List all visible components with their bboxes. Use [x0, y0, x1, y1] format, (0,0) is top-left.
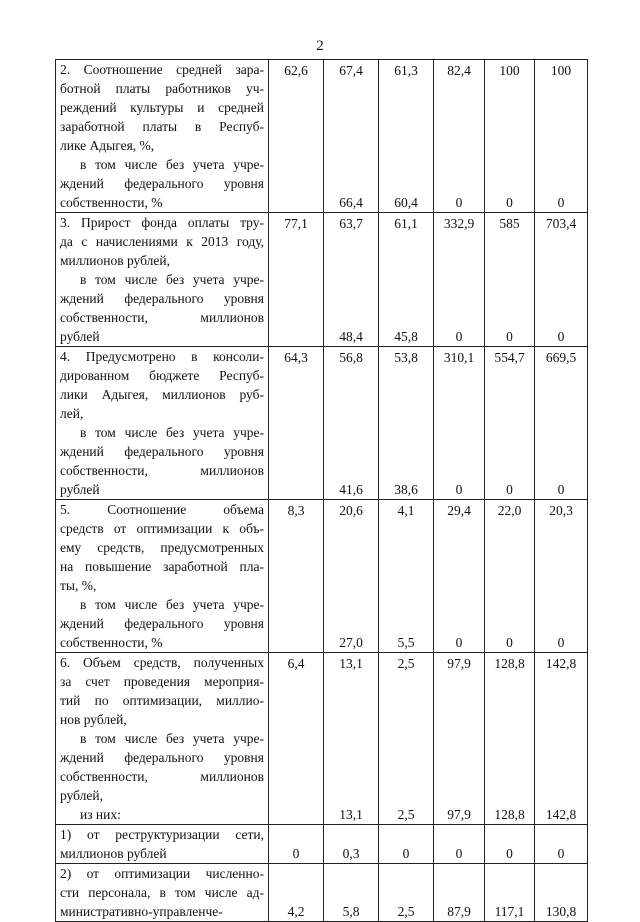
table-row: [56, 864, 588, 922]
label-line: в том числе без учета учре-: [80, 597, 264, 612]
value-cell: [434, 60, 485, 213]
label-line: миллионов рублей: [60, 846, 167, 861]
value-excluding-federal: 5,5: [397, 635, 415, 650]
label-line: ждений федерального уровня: [60, 444, 264, 459]
value-total: 128,8: [494, 656, 525, 671]
value-cell: [434, 825, 485, 864]
value-cell: [485, 60, 535, 213]
value-cell: [379, 864, 434, 922]
value-excluding-federal: 60,4: [394, 195, 418, 210]
value-cell: [379, 653, 434, 825]
value-excluding-federal: 0: [292, 846, 300, 861]
value-cell: [379, 347, 434, 500]
label-line: дированном бюджете Респуб-: [60, 368, 264, 383]
label-line: рублей,: [60, 788, 104, 803]
value-excluding-federal: 4,2: [287, 904, 305, 919]
label-line: собственности, миллионов: [60, 769, 264, 784]
value-total: 332,9: [443, 216, 475, 231]
row-label-cell: [56, 500, 269, 653]
label-line: рублей: [60, 482, 100, 497]
label-line: 4. Предусмотрено в консоли-: [60, 349, 264, 364]
value-excluding-federal: 2,5: [397, 904, 415, 919]
value-cell: [485, 825, 535, 864]
value-total: 61,1: [394, 216, 418, 231]
value-excluding-federal: 87,9: [447, 904, 471, 919]
value-total: 6,4: [287, 656, 305, 671]
row-label-cell: [56, 653, 269, 825]
value-excluding-federal: 2,5: [397, 807, 415, 822]
value-cell: [485, 864, 535, 922]
value-total: 82,4: [447, 63, 471, 78]
value-excluding-federal: 13,1: [339, 807, 363, 822]
value-excluding-federal: 0: [557, 329, 565, 344]
value-excluding-federal: 66,4: [339, 195, 363, 210]
value-excluding-federal: 0: [402, 846, 410, 861]
label-line: ждений федерального уровня: [60, 176, 264, 191]
label-line: тий по оптимизации, миллио-: [60, 693, 264, 708]
value-cell: [324, 864, 379, 922]
label-line: рублей: [60, 329, 100, 344]
label-line: 2) от оптимизации численно-: [60, 866, 264, 881]
value-excluding-federal: 45,8: [394, 329, 418, 344]
value-excluding-federal: 0: [455, 195, 463, 210]
value-total: 2,5: [397, 656, 415, 671]
value-cell: [485, 347, 535, 500]
value-total: 100: [499, 63, 520, 78]
table-row: [56, 213, 588, 347]
value-cell: [535, 60, 588, 213]
value-cell: [434, 347, 485, 500]
table-row: [56, 500, 588, 653]
value-excluding-federal: 0: [455, 635, 463, 650]
label-line: реждений культуры и средней: [60, 100, 264, 115]
value-total: 22,0: [497, 503, 522, 518]
label-line: в том числе без учета учре-: [80, 731, 264, 746]
value-excluding-federal: 41,6: [339, 482, 363, 497]
value-excluding-federal: 0: [455, 846, 463, 861]
value-cell: [434, 213, 485, 347]
value-cell: [324, 347, 379, 500]
value-excluding-federal: 0: [506, 329, 513, 344]
value-cell: [535, 213, 588, 347]
value-cell: [269, 825, 324, 864]
value-cell: [485, 653, 535, 825]
label-line: в том числе без учета учре-: [80, 425, 264, 440]
value-excluding-federal: 117,1: [494, 904, 525, 919]
value-cell: [434, 653, 485, 825]
value-cell: [269, 60, 324, 213]
label-line: министративно-управленче-: [60, 904, 223, 919]
label-line: лике Адыгея, %,: [60, 138, 155, 153]
value-excluding-federal: 0: [557, 846, 565, 861]
value-total: 703,4: [545, 216, 577, 231]
value-cell: [485, 500, 535, 653]
value-excluding-federal: 0,3: [342, 846, 360, 861]
value-cell: [535, 825, 588, 864]
label-line: собственности, миллионов: [60, 310, 264, 325]
label-line: ждений федерального уровня: [60, 291, 264, 306]
value-excluding-federal: 0: [506, 635, 513, 650]
row-label-cell: [56, 825, 269, 864]
value-cell: [324, 500, 379, 653]
value-total: 20,6: [339, 503, 363, 518]
value-total: 64,3: [284, 350, 308, 365]
value-total: 100: [550, 63, 572, 78]
value-excluding-federal: 5,8: [342, 904, 360, 919]
value-cell: [535, 653, 588, 825]
label-line: из них:: [80, 807, 121, 822]
label-line: собственности, %: [60, 195, 163, 210]
value-cell: [379, 213, 434, 347]
value-excluding-federal: 130,8: [545, 904, 577, 919]
value-total: 56,8: [339, 350, 363, 365]
value-total: 97,9: [447, 656, 471, 671]
value-cell: [379, 825, 434, 864]
value-excluding-federal: 0: [506, 195, 513, 210]
label-line: в том числе без учета учре-: [80, 157, 264, 172]
value-cell: [535, 500, 588, 653]
value-total: 669,5: [545, 350, 577, 365]
label-line: да с начислениями к 2013 году,: [60, 234, 264, 249]
label-line: ты, %,: [60, 578, 97, 593]
value-excluding-federal: 0: [455, 329, 463, 344]
value-total: 554,7: [494, 350, 525, 365]
label-line: заработной платы в Респуб-: [60, 119, 264, 134]
label-line: ждений федерального уровня: [60, 616, 264, 631]
label-line: собственности, %: [60, 635, 163, 650]
row-label-cell: [56, 60, 269, 213]
value-total: 310,1: [443, 350, 475, 365]
label-line: лей,: [60, 406, 84, 421]
value-total: 20,3: [549, 503, 573, 518]
value-cell: [269, 864, 324, 922]
value-excluding-federal: 38,6: [394, 482, 418, 497]
label-line: 3. Прирост фонда оплаты тру-: [60, 215, 264, 230]
value-total: 67,4: [339, 63, 363, 78]
value-cell: [535, 347, 588, 500]
value-cell: [379, 60, 434, 213]
value-total: 13,1: [339, 656, 363, 671]
value-excluding-federal: 27,0: [339, 635, 363, 650]
row-label-cell: [56, 213, 269, 347]
label-line: лики Адыгея, миллионов руб-: [60, 387, 264, 402]
value-cell: [535, 864, 588, 922]
page-number: 2: [316, 38, 324, 54]
value-cell: [269, 500, 324, 653]
value-total: 8,3: [287, 503, 305, 518]
table-body: [56, 60, 588, 922]
value-cell: [379, 500, 434, 653]
label-line: нов рублей,: [60, 712, 127, 727]
label-line: миллионов рублей,: [60, 253, 170, 268]
value-excluding-federal: 97,9: [447, 807, 471, 822]
value-excluding-federal: 0: [506, 846, 513, 861]
row-label-cell: [56, 347, 269, 500]
row-label-cell: [56, 864, 269, 922]
table-row: [56, 347, 588, 500]
label-line: средств от оптимизации к объ-: [60, 521, 264, 536]
value-total: 4,1: [397, 503, 415, 518]
value-excluding-federal: 48,4: [339, 329, 363, 344]
value-excluding-federal: 142,8: [545, 807, 577, 822]
label-line: ботной платы работников уч-: [60, 81, 264, 96]
value-cell: [324, 213, 379, 347]
label-line: за счет проведения мероприя-: [60, 674, 264, 689]
value-total: 61,3: [394, 63, 418, 78]
value-total: 63,7: [339, 216, 363, 231]
value-cell: [269, 653, 324, 825]
value-total: 62,6: [284, 63, 308, 78]
value-total: 142,8: [545, 656, 577, 671]
label-line: ждений федерального уровня: [60, 750, 264, 765]
value-excluding-federal: 0: [557, 482, 565, 497]
value-cell: [434, 500, 485, 653]
value-cell: [485, 213, 535, 347]
label-line: ему средств, предусмотренных: [60, 540, 264, 555]
value-excluding-federal: 0: [506, 482, 513, 497]
value-total: 29,4: [447, 503, 471, 518]
value-excluding-federal: 0: [557, 635, 565, 650]
value-cell: [269, 347, 324, 500]
value-total: 77,1: [284, 216, 308, 231]
value-cell: [434, 864, 485, 922]
value-excluding-federal: 128,8: [494, 807, 525, 822]
label-line: 6. Объем средств, полученных: [60, 655, 264, 670]
label-line: 2. Соотношение средней зара-: [60, 62, 264, 77]
label-line: в том числе без учета учре-: [80, 272, 264, 287]
value-excluding-federal: 0: [455, 482, 463, 497]
value-cell: [269, 213, 324, 347]
value-cell: [324, 60, 379, 213]
value-cell: [324, 825, 379, 864]
label-line: 5. Соотношение объема: [60, 502, 264, 517]
value-total: 585: [499, 216, 520, 231]
value-excluding-federal: 0: [557, 195, 565, 210]
label-line: сти персонала, в том числе ад-: [60, 885, 264, 900]
label-line: на повышение заработной пла-: [60, 559, 264, 574]
value-total: 53,8: [394, 350, 418, 365]
indicators-table: [55, 59, 588, 922]
label-line: собственности, миллионов: [60, 463, 264, 478]
table-row: [56, 653, 588, 825]
label-line: 1) от реструктуризации сети,: [60, 827, 264, 842]
table-row: [56, 60, 588, 213]
table-row: [56, 825, 588, 864]
value-cell: [324, 653, 379, 825]
